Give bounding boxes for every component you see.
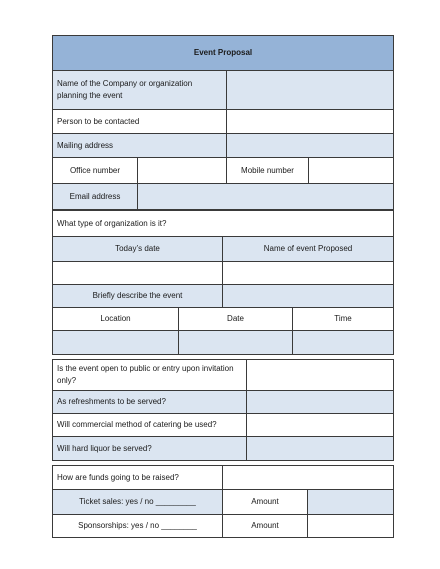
mobile-field[interactable] — [309, 158, 394, 184]
date-label: Today’s date — [53, 237, 223, 262]
date2-label: Date — [179, 308, 293, 331]
time-label: Time — [293, 308, 394, 331]
describe-field[interactable] — [223, 285, 394, 308]
office-field[interactable] — [138, 158, 227, 184]
company-field[interactable] — [227, 71, 394, 110]
ticket-label: Ticket sales: yes / no _________ — [53, 490, 223, 515]
org-type-label: What type of organization is it? — [53, 211, 394, 237]
catering-label: Will commercial method of catering be used? — [53, 414, 247, 437]
location-label: Location — [53, 308, 179, 331]
open-label: Is the event open to public or entry upon invitation only? — [53, 360, 247, 391]
catering-field[interactable] — [247, 414, 394, 437]
event-name-field[interactable] — [223, 262, 394, 285]
office-label: Office number — [53, 158, 138, 184]
mailing-field[interactable] — [227, 134, 394, 158]
sponsor-label: Sponsorships: yes / no ________ — [53, 515, 223, 538]
open-field[interactable] — [247, 360, 394, 391]
ticket-amount-label: Amount — [223, 490, 308, 515]
email-field[interactable] — [138, 184, 394, 210]
location-field[interactable] — [53, 331, 179, 355]
liquor-label: Will hard liquor be served? — [53, 437, 247, 461]
sponsor-amount-field[interactable] — [308, 515, 394, 538]
funds-label: How are funds going to be raised? — [53, 466, 223, 490]
event-proposal-form — [52, 35, 393, 538]
refreshments-section — [52, 359, 394, 461]
company-label: Name of the Company or organization planning the event — [53, 71, 227, 110]
organization-section — [52, 35, 394, 210]
form-title: Event Proposal — [53, 36, 394, 71]
describe-label: Briefly describe the event — [53, 285, 223, 308]
ticket-amount-field[interactable] — [308, 490, 394, 515]
contact-field[interactable] — [227, 110, 394, 134]
mailing-label: Mailing address — [53, 134, 227, 158]
email-label: Email address — [53, 184, 138, 210]
mobile-label: Mobile number — [227, 158, 309, 184]
refresh-label: As refreshments to be served? — [53, 391, 247, 414]
event-name-label: Name of event Proposed — [223, 237, 394, 262]
event-details-section — [52, 210, 394, 355]
time-field[interactable] — [293, 331, 394, 355]
funding-section — [52, 465, 394, 538]
contact-label: Person to be contacted — [53, 110, 227, 134]
refresh-field[interactable] — [247, 391, 394, 414]
sponsor-amount-label: Amount — [223, 515, 308, 538]
liquor-field[interactable] — [247, 437, 394, 461]
date2-field[interactable] — [179, 331, 293, 355]
date-field[interactable] — [53, 262, 223, 285]
funds-field[interactable] — [223, 466, 394, 490]
